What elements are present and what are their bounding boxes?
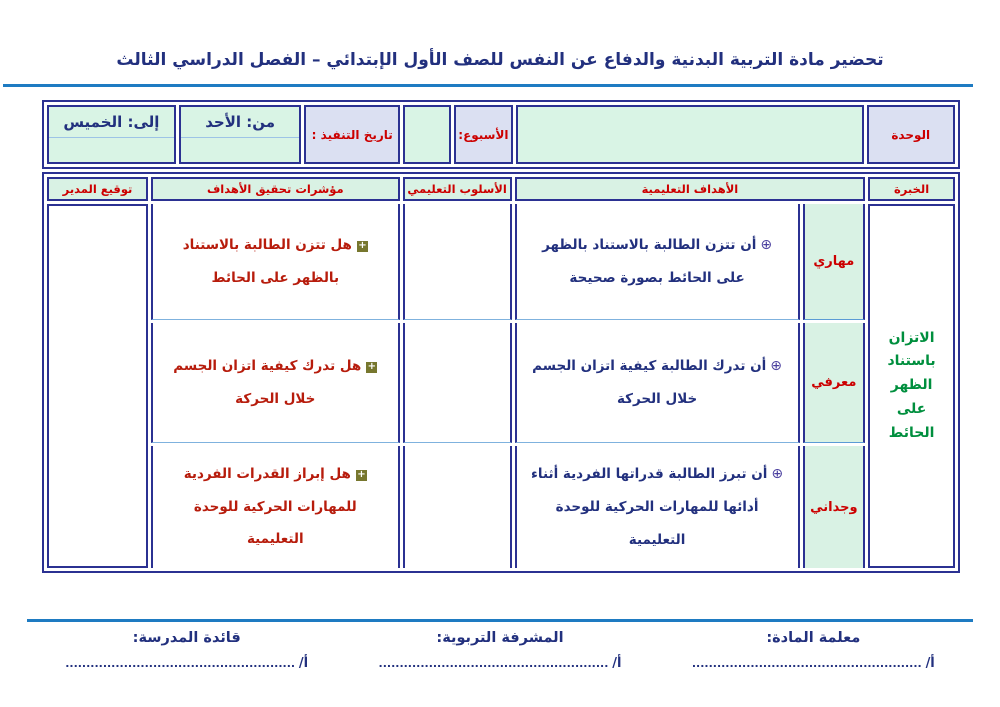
teacher-signature-block [657,630,970,671]
from-day-cell[interactable] [179,105,302,164]
indicators-cell [151,204,400,320]
supervisor-signature-line[interactable] [343,656,656,671]
lesson-table [42,172,960,573]
category-cell: معرفي [803,323,866,443]
objective-cell [515,323,800,443]
supervisor-signature-block [343,630,656,671]
title-divider [3,84,973,87]
signature-dots-line: ....................................................... [65,657,296,670]
header-method: الأسلوب التعليمي [403,177,512,201]
indicator-text: هل تتزن الطالبة بالاستناد بالظهر على الحائط [182,237,352,286]
category-cell: وجداني [803,446,866,568]
unit-label-cell: الوحدة [867,105,955,164]
indicator-text: هل تدرك كيفية اتزان الجسم خلال الحركة [173,358,362,407]
page-title: تحضير مادة التربية البدنية والدفاع عن النفس للصف الأول الإبتدائي – الفصل الدراسي الثالث [116,50,884,70]
signature-dots-line: ....................................................... [691,657,922,670]
square-plus-icon: + [358,240,367,252]
header-indicators: مؤشرات تحقيق الأهداف [151,177,400,201]
info-table [42,100,960,169]
unit-value-field[interactable] [516,105,864,164]
square-plus-icon: + [367,361,376,373]
indicators-cell [151,446,400,568]
circled-plus-icon: ⊕ [771,465,784,482]
method-cell[interactable] [403,204,512,320]
signature-prefix: أ/ [612,656,622,671]
teacher-signature-line[interactable] [657,656,970,671]
category-cell: مهاري [803,204,866,320]
to-day-field[interactable] [49,138,174,162]
signature-dots-line: ....................................................... [378,657,609,670]
signature-footer [30,630,970,671]
circled-plus-icon: ⊕ [760,236,773,253]
exec-date-label-cell: تاريخ التنفيذ : [304,105,400,164]
objective-cell [515,446,800,568]
teacher-signature-label: معلمة المادة: [766,630,861,646]
indicators-cell [151,323,400,443]
to-day-cell[interactable] [47,105,176,164]
indicator-text: هل إبراز القدرات الفردية للمهارات الحركية للوحدة التعليمية [183,466,357,548]
supervisor-signature-label: المشرفة التربوية: [436,630,564,646]
experience-cell: الاتزان باستناد الظهر على الحائط [868,204,955,568]
method-cell[interactable] [403,446,512,568]
signature-prefix: أ/ [925,656,935,671]
from-day-label: من: الأحد [181,107,300,138]
principal-signature-line[interactable] [30,656,343,671]
objective-text: أن تتزن الطالبة بالاستناد بالظهر على الحائط بصورة صحيحة [542,236,757,287]
header-experience: الخبرة [868,177,955,201]
principal-signature-label: قائدة المدرسة: [132,630,241,646]
from-day-field[interactable] [181,138,300,162]
to-day-label: إلى: الخميس [49,107,174,138]
objective-text: أن تدرك الطالبة كيفية اتزان الجسم خلال الحركة [532,357,767,408]
circled-plus-icon: ⊕ [770,357,782,374]
week-value-field[interactable] [403,105,451,164]
week-label-cell: الأسبوع: [454,105,512,164]
method-cell[interactable] [403,323,512,443]
footer-divider [27,619,973,622]
signature-prefix: أ/ [298,656,309,671]
director-signature-cell[interactable] [47,204,148,568]
objective-text: أن تبرز الطالبة قدراتها الفردية أثناء أدائها للمهارات الحركية للوحدة التعليمية [531,465,768,548]
square-plus-icon: + [357,469,366,481]
header-signature: توقيع المدير [47,177,148,201]
objective-cell [515,204,800,320]
header-objectives: الأهداف التعليمية [515,177,866,201]
principal-signature-block [30,630,343,671]
